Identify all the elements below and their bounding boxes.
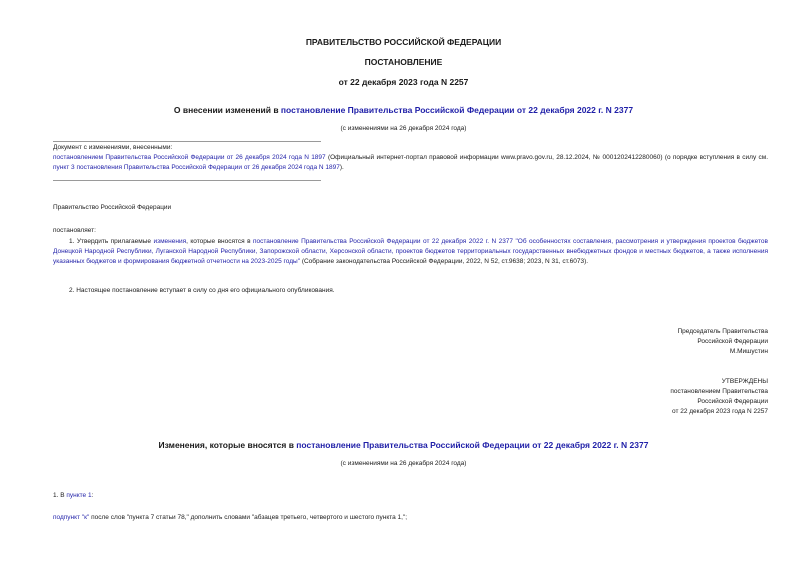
paragraph-1 [53, 237, 768, 267]
item1-text-a: 1. В [53, 492, 67, 499]
note-divider-top [53, 141, 321, 142]
decrees-line: постановляет: [53, 227, 96, 234]
changes-note [53, 143, 768, 173]
title-link[interactable]: постановление Правительства Российской Федерации от 22 декабря 2022 г. N 2377 [280, 105, 634, 115]
annex-item-1 [53, 491, 93, 501]
signature-block [677, 327, 768, 357]
p1-text-d: (Собрание законодательства Российской Федерации, 2022, N 52, ст.9638; 2023, N 31, ст.6073). [300, 258, 589, 265]
gov-line: Правительство Российской Федерации [53, 204, 172, 211]
signature-line-3: М.Мишустин [729, 348, 768, 355]
item1-link[interactable]: пункте 1 [66, 492, 92, 499]
subitem-link[interactable]: подпункт "к" [53, 514, 90, 521]
subitem-text: после слов "пункта 7 статьи 78," дополнить словами "абзацев третьего, четвертого и шестого пункта 1,"; [89, 514, 408, 521]
changes-note-label: Документ с изменениями, внесенными: [53, 144, 173, 151]
doc-date-heading: от 22 декабря 2023 года N 2257 [338, 77, 469, 87]
item1-text-b: : [91, 492, 94, 499]
note-divider-bottom [53, 180, 321, 181]
approved-line-3: Российской Федерации [697, 398, 768, 405]
approved-line-2: постановлением Правительства [670, 388, 768, 395]
approved-block [670, 377, 768, 417]
annex-title [0, 440, 807, 450]
doc-type-heading: ПОСТАНОВЛЕНИЕ [364, 57, 443, 67]
p1-link-title[interactable]: "Об особенностях составления, рассмотрения и утверждения проектов бюджетов Донецкой Народной Республики, Луганской Народной Республики, Запорожской области, Херсонской области, проектов бюджетов территориальных государственных внебюджетных фондов и местных бюджетов, а также исполнения указанных бюджетов и формирования бюджетной отчетности на 2023-2025 годы" [53, 238, 768, 265]
signature-line-2: Российской Федерации [697, 338, 768, 345]
changes-text-1: (Официальный интернет-портал правовой информации www.pravo.gov.ru, 28.12.2024, № 0001202412280060) (о порядке вступления в силу см. [325, 154, 769, 161]
changes-link-1[interactable]: постановлением Правительства Российской Федерации от 26 декабря 2024 года N 1897 [53, 154, 326, 161]
doc-title [0, 105, 807, 115]
annex-subitem [53, 513, 407, 523]
changes-text-2: ). [339, 164, 344, 171]
p1-text-b: , которые вносятся в [186, 238, 254, 245]
changes-link-2[interactable]: пункт 3 постановления Правительства Российской Федерации от 26 декабря 2024 года N 1897 [53, 164, 340, 171]
org-heading: ПРАВИТЕЛЬСТВО РОССИЙСКОЙ ФЕДЕРАЦИИ [305, 37, 502, 47]
p1-link-changes[interactable]: изменения [153, 238, 187, 245]
annex-edition: (с изменениями на 26 декабря 2024 года) [340, 460, 467, 467]
title-prefix: О внесении изменений в [173, 105, 281, 115]
p1-text-a: 1. Утвердить прилагаемые [69, 238, 154, 245]
annex-title-link[interactable]: постановление Правительства Российской Федерации от 22 декабря 2022 г. N 2377 [296, 440, 649, 450]
approved-line-4: от 22 декабря 2023 года N 2257 [671, 408, 768, 415]
p1-link-decree[interactable]: постановление Правительства Российской Федерации от 22 декабря 2022 г. N 2377 [253, 238, 514, 245]
changes-note-text [53, 153, 768, 173]
annex-title-prefix: Изменения, которые вносятся в [158, 440, 297, 450]
approved-line-1: УТВЕРЖДЕНЫ [721, 378, 768, 385]
paragraph-2: 2. Настоящее постановление вступает в силу со дня его официального опубликования. [69, 287, 335, 294]
title-edition: (с изменениями на 26 декабря 2024 года) [340, 125, 467, 132]
signature-line-1: Председатель Правительства [677, 328, 768, 335]
